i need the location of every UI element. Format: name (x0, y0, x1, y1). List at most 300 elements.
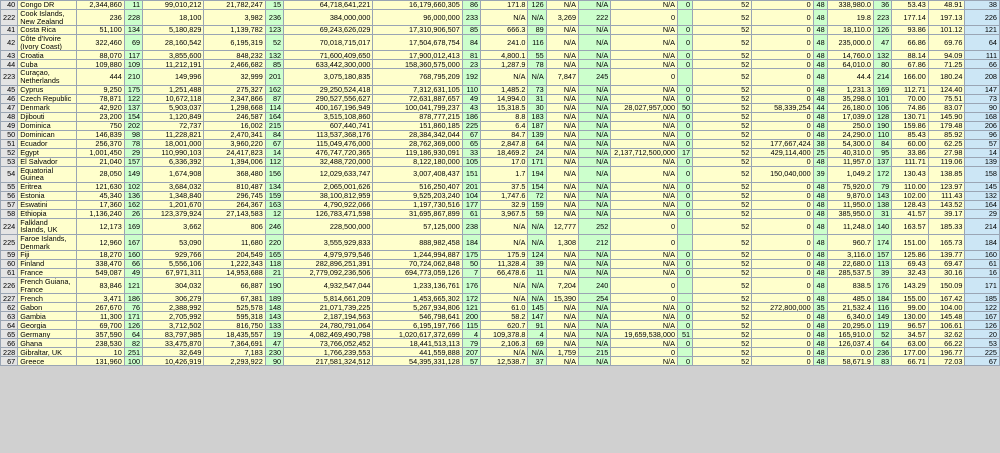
data-cell[interactable]: 48 (813, 260, 827, 269)
data-cell[interactable]: 90 (965, 103, 1000, 112)
data-cell[interactable]: 84 (265, 130, 283, 139)
data-cell[interactable]: 95 (873, 148, 891, 157)
data-cell[interactable]: N/A (579, 35, 611, 51)
data-cell[interactable]: 64 (873, 339, 891, 348)
data-cell[interactable]: 368,480 (204, 166, 265, 182)
data-cell[interactable]: 123 (265, 26, 283, 35)
data-cell[interactable]: 201 (462, 182, 480, 191)
data-cell[interactable]: 160 (124, 251, 142, 260)
data-cell[interactable]: 48 (813, 60, 827, 69)
data-cell[interactable]: 194 (528, 166, 546, 182)
data-cell[interactable]: 525,578 (204, 303, 265, 312)
data-cell[interactable]: 88.14 (892, 51, 929, 60)
data-cell[interactable]: 0 (752, 51, 813, 60)
data-cell[interactable]: 48 (813, 348, 827, 357)
data-cell[interactable]: 1,201,670 (143, 200, 204, 209)
data-cell[interactable]: 0 (678, 182, 693, 191)
data-cell[interactable]: 1,287.9 (481, 60, 528, 69)
data-cell[interactable]: 11 (528, 269, 546, 278)
data-cell[interactable]: 85 (265, 60, 283, 69)
data-cell[interactable]: 84.7 (481, 130, 528, 139)
data-cell[interactable]: 1,244,994,887 (373, 251, 462, 260)
data-cell[interactable]: 0 (752, 191, 813, 200)
data-cell[interactable]: N/A (579, 1, 611, 10)
data-cell[interactable]: 210 (124, 69, 142, 85)
data-cell[interactable]: 184 (873, 294, 891, 303)
data-cell[interactable]: 146,839 (77, 130, 124, 139)
data-cell[interactable]: 60.00 (892, 139, 929, 148)
data-cell[interactable]: 3,515,108,860 (284, 112, 373, 121)
data-cell[interactable]: 53.43 (892, 1, 929, 10)
data-cell[interactable]: N/A (579, 94, 611, 103)
data-cell[interactable]: 0 (752, 218, 813, 234)
data-cell[interactable]: 444 (77, 69, 124, 85)
data-cell[interactable]: 0 (678, 191, 693, 200)
data-cell[interactable]: 208 (965, 69, 1000, 85)
data-cell[interactable]: 72,631,887,657 (373, 94, 462, 103)
data-cell[interactable]: 78,871 (77, 94, 124, 103)
data-cell[interactable]: 1,136,240 (77, 209, 124, 218)
data-cell[interactable]: 29,250,524,418 (284, 85, 373, 94)
data-cell[interactable]: 0 (752, 209, 813, 218)
data-cell[interactable]: 143 (873, 191, 891, 200)
data-cell[interactable]: 61.0 (481, 303, 528, 312)
data-cell[interactable]: 11,228,821 (143, 130, 204, 139)
data-cell[interactable]: 246 (265, 218, 283, 234)
data-cell[interactable]: 165 (265, 251, 283, 260)
data-cell[interactable]: N/A (611, 303, 678, 312)
data-cell[interactable]: 25 (813, 148, 827, 157)
data-cell[interactable]: 245 (579, 69, 611, 85)
data-cell[interactable]: N/A (579, 157, 611, 166)
data-cell[interactable]: 12,777 (546, 218, 578, 234)
data-cell[interactable]: 48 (813, 182, 827, 191)
data-cell[interactable]: 52 (693, 94, 752, 103)
data-cell[interactable]: 3,007,408,437 (373, 166, 462, 182)
data-cell[interactable]: 105 (462, 157, 480, 166)
data-cell[interactable]: 48 (813, 130, 827, 139)
data-cell[interactable]: 12,029,633,747 (284, 166, 373, 182)
data-cell[interactable]: 34.57 (892, 330, 929, 339)
data-cell[interactable]: 2,106.3 (481, 339, 528, 348)
data-cell[interactable]: N/A (481, 218, 528, 234)
data-cell[interactable]: 5,267,934,806 (373, 303, 462, 312)
data-cell[interactable]: 44.4 (827, 69, 873, 85)
country-name-cell[interactable]: Gambia (18, 312, 77, 321)
data-cell[interactable]: 27.98 (928, 148, 965, 157)
data-cell[interactable]: 48.91 (928, 1, 965, 10)
data-cell[interactable]: 1,222,343 (204, 260, 265, 269)
data-cell[interactable]: 14,953,688 (204, 269, 265, 278)
data-cell[interactable]: 119 (873, 321, 891, 330)
data-cell[interactable]: N/A (611, 260, 678, 269)
data-cell[interactable]: 106.61 (928, 321, 965, 330)
data-cell[interactable]: N/A (546, 51, 578, 60)
data-cell[interactable]: 595,318 (204, 312, 265, 321)
data-cell[interactable]: 7,847 (546, 69, 578, 85)
data-cell[interactable]: 8.8 (481, 112, 528, 121)
data-cell[interactable]: 150,040,000 (752, 166, 813, 182)
data-cell[interactable]: 150.09 (928, 278, 965, 294)
data-cell[interactable]: 48 (813, 1, 827, 10)
data-cell[interactable]: 31 (528, 94, 546, 103)
data-cell[interactable]: N/A (611, 269, 678, 278)
data-cell[interactable]: 162 (265, 85, 283, 94)
data-cell[interactable]: 3,116.0 (827, 251, 873, 260)
data-cell[interactable]: 62.25 (928, 139, 965, 148)
data-cell[interactable]: 52 (693, 60, 752, 69)
data-cell[interactable]: 1,308 (546, 234, 578, 250)
data-cell[interactable]: 848,232 (204, 51, 265, 60)
data-cell[interactable]: 197.13 (928, 10, 965, 26)
data-cell[interactable]: 290,527,556,627 (284, 94, 373, 103)
data-cell[interactable]: 516,250,407 (373, 182, 462, 191)
data-cell[interactable]: 285,537.5 (827, 269, 873, 278)
data-cell[interactable]: 0 (752, 157, 813, 166)
data-cell[interactable]: 1,348,840 (143, 191, 204, 200)
data-cell[interactable]: 48 (813, 121, 827, 130)
data-cell[interactable]: 357,590 (77, 330, 124, 339)
country-name-cell[interactable]: French (18, 294, 77, 303)
data-cell[interactable]: 236 (265, 10, 283, 26)
data-cell[interactable]: 816,750 (204, 321, 265, 330)
data-cell[interactable]: 115 (462, 321, 480, 330)
data-cell[interactable] (678, 294, 693, 303)
data-cell[interactable]: 233 (462, 10, 480, 26)
data-cell[interactable]: 201 (265, 69, 283, 85)
data-cell[interactable]: N/A (611, 130, 678, 139)
data-cell[interactable]: N/A (481, 234, 528, 250)
data-cell[interactable]: 3,555,929,833 (284, 234, 373, 250)
data-cell[interactable]: 136 (124, 191, 142, 200)
data-cell[interactable]: N/A (579, 60, 611, 69)
data-cell[interactable]: N/A (528, 234, 546, 250)
data-cell[interactable]: 187 (528, 121, 546, 130)
data-cell[interactable]: N/A (611, 139, 678, 148)
data-cell[interactable]: 240 (579, 278, 611, 294)
data-cell[interactable]: 100,041,799,237 (373, 103, 462, 112)
data-cell[interactable]: 41.57 (892, 209, 929, 218)
data-cell[interactable]: 14,994.0 (481, 94, 528, 103)
data-cell[interactable]: 24,290.0 (827, 130, 873, 139)
data-cell[interactable]: 110 (873, 130, 891, 139)
data-cell[interactable]: 172 (873, 166, 891, 182)
data-cell[interactable]: N/A (579, 139, 611, 148)
data-cell[interactable]: 3,662 (143, 218, 204, 234)
data-cell[interactable]: 3,855,600 (143, 51, 204, 60)
data-cell[interactable] (678, 348, 693, 357)
data-cell[interactable]: 169 (124, 218, 142, 234)
data-cell[interactable]: 84 (462, 35, 480, 51)
country-name-cell[interactable]: Czech Republic (18, 94, 77, 103)
data-cell[interactable]: 0 (678, 26, 693, 35)
data-cell[interactable]: N/A (579, 148, 611, 157)
data-cell[interactable]: N/A (546, 260, 578, 269)
data-cell[interactable]: 200 (462, 312, 480, 321)
row-number-cell[interactable]: 53 (1, 157, 18, 166)
data-cell[interactable]: N/A (546, 121, 578, 130)
data-cell[interactable]: 148 (265, 303, 283, 312)
data-cell[interactable]: 0 (678, 209, 693, 218)
data-cell[interactable]: 7,364,691 (204, 339, 265, 348)
data-cell[interactable]: N/A (611, 191, 678, 200)
data-cell[interactable]: 159 (265, 191, 283, 200)
data-cell[interactable]: 48 (813, 294, 827, 303)
data-cell[interactable]: 256,370 (77, 139, 124, 148)
data-cell[interactable]: 0 (678, 112, 693, 121)
data-cell[interactable]: 112 (265, 157, 283, 166)
data-cell[interactable]: N/A (611, 200, 678, 209)
data-cell[interactable]: 85.43 (892, 130, 929, 139)
data-cell[interactable]: 1,120,849 (143, 112, 204, 121)
data-cell[interactable]: 1,231.3 (827, 85, 873, 94)
data-cell[interactable]: N/A (579, 330, 611, 339)
data-cell[interactable]: N/A (611, 94, 678, 103)
data-cell[interactable]: 131,960 (77, 357, 124, 366)
data-cell[interactable]: N/A (546, 303, 578, 312)
data-cell[interactable]: 66 (965, 60, 1000, 69)
data-cell[interactable]: 929,766 (143, 251, 204, 260)
data-cell[interactable]: 166.00 (892, 69, 929, 85)
data-cell[interactable]: 52 (693, 357, 752, 366)
data-cell[interactable]: 54,300.0 (827, 139, 873, 148)
data-cell[interactable]: 214 (873, 69, 891, 85)
data-cell[interactable]: 70.00 (892, 94, 929, 103)
data-cell[interactable]: 1,020,617,372,699 (373, 330, 462, 339)
data-cell[interactable]: N/A (579, 209, 611, 218)
data-cell[interactable]: 109,880 (77, 60, 124, 69)
data-cell[interactable]: 0 (752, 121, 813, 130)
data-cell[interactable]: 20,295.0 (827, 321, 873, 330)
data-cell[interactable]: 73,766,052,452 (284, 339, 373, 348)
data-cell[interactable]: 28,027,957,000 (611, 103, 678, 112)
data-cell[interactable]: N/A (611, 51, 678, 60)
data-cell[interactable]: 48 (813, 94, 827, 103)
data-cell[interactable]: 52 (693, 303, 752, 312)
data-cell[interactable]: 11,680 (204, 234, 265, 250)
row-number-cell[interactable]: 44 (1, 60, 18, 69)
data-cell[interactable]: 0 (678, 251, 693, 260)
data-cell[interactable]: 100 (124, 357, 142, 366)
data-cell[interactable]: 236 (873, 348, 891, 357)
data-cell[interactable]: 6,195,197,766 (373, 321, 462, 330)
data-cell[interactable]: 282,896,251,391 (284, 260, 373, 269)
data-cell[interactable]: 385,950.0 (827, 209, 873, 218)
data-cell[interactable]: 53,090 (143, 234, 204, 250)
data-cell[interactable]: 0 (611, 10, 678, 26)
data-cell[interactable]: 0 (611, 348, 678, 357)
data-cell[interactable]: 23,200 (77, 112, 124, 121)
data-cell[interactable]: 113 (873, 260, 891, 269)
data-cell[interactable]: 44 (813, 103, 827, 112)
data-cell[interactable]: 441,559,888 (373, 348, 462, 357)
data-cell[interactable]: 0 (678, 35, 693, 51)
data-cell[interactable]: 0 (752, 339, 813, 348)
data-cell[interactable]: 228 (124, 10, 142, 26)
data-cell[interactable]: 16,002 (204, 121, 265, 130)
data-cell[interactable]: 138.85 (928, 166, 965, 182)
data-cell[interactable]: 0 (611, 294, 678, 303)
data-cell[interactable]: 9,870.0 (827, 191, 873, 200)
data-cell[interactable]: 42,920 (77, 103, 124, 112)
row-number-cell[interactable]: 222 (1, 10, 18, 26)
data-cell[interactable]: 109,378.8 (481, 330, 528, 339)
data-cell[interactable]: 57 (965, 139, 1000, 148)
data-cell[interactable]: 384,000,000 (284, 10, 373, 26)
row-number-cell[interactable]: 57 (1, 200, 18, 209)
data-cell[interactable]: 0 (752, 10, 813, 26)
country-name-cell[interactable]: Ecuador (18, 139, 77, 148)
data-cell[interactable]: N/A (611, 157, 678, 166)
data-cell[interactable]: 214 (965, 218, 1000, 234)
country-name-cell[interactable]: Dominican (18, 130, 77, 139)
data-cell[interactable]: 0 (678, 166, 693, 182)
data-cell[interactable]: 52 (693, 26, 752, 35)
data-cell[interactable]: 16 (965, 269, 1000, 278)
data-cell[interactable]: 149,996 (143, 69, 204, 85)
data-cell[interactable]: 32,649 (143, 348, 204, 357)
data-cell[interactable]: 238,530 (77, 339, 124, 348)
data-cell[interactable]: 190 (265, 278, 283, 294)
data-cell[interactable]: 83 (873, 357, 891, 366)
data-cell[interactable]: 143.29 (892, 278, 929, 294)
data-cell[interactable]: 30.16 (928, 269, 965, 278)
data-cell[interactable]: N/A (546, 35, 578, 51)
country-name-cell[interactable]: Congo DR (18, 1, 77, 10)
data-cell[interactable]: 18,435,557 (204, 330, 265, 339)
data-cell[interactable]: 69,700 (77, 321, 124, 330)
data-cell[interactable]: 10,672,118 (143, 94, 204, 103)
data-cell[interactable]: 1.7 (481, 166, 528, 182)
data-cell[interactable]: N/A (579, 251, 611, 260)
data-cell[interactable]: N/A (546, 94, 578, 103)
data-cell[interactable]: 2,137,712,500,000 (611, 148, 678, 157)
data-cell[interactable]: 0 (752, 112, 813, 121)
data-cell[interactable]: 48 (813, 157, 827, 166)
data-cell[interactable]: 48 (813, 69, 827, 85)
country-name-cell[interactable]: Croatia (18, 51, 77, 60)
data-cell[interactable]: 0 (678, 260, 693, 269)
data-cell[interactable]: 130.00 (892, 312, 929, 321)
data-cell[interactable]: 3,684,032 (143, 182, 204, 191)
data-cell[interactable]: 117 (124, 51, 142, 60)
data-cell[interactable]: 2,470,341 (204, 130, 265, 139)
data-cell[interactable]: 123,379,924 (143, 209, 204, 218)
data-cell[interactable]: 184 (462, 234, 480, 250)
data-cell[interactable]: 167 (965, 312, 1000, 321)
data-cell[interactable]: 64 (965, 35, 1000, 51)
data-cell[interactable]: 143.52 (928, 200, 965, 209)
data-cell[interactable]: 21,040 (77, 157, 124, 166)
row-number-cell[interactable]: 62 (1, 303, 18, 312)
data-cell[interactable]: 1,453,665,302 (373, 294, 462, 303)
data-cell[interactable]: 126 (965, 321, 1000, 330)
data-cell[interactable]: 0 (752, 348, 813, 357)
data-cell[interactable]: 9,525,203,240 (373, 191, 462, 200)
data-cell[interactable]: 254 (579, 294, 611, 303)
row-number-cell[interactable]: 65 (1, 330, 18, 339)
data-cell[interactable]: 202 (124, 121, 142, 130)
data-cell[interactable]: 96 (965, 130, 1000, 139)
data-cell[interactable]: 48 (813, 357, 827, 366)
data-cell[interactable]: 167.42 (928, 294, 965, 303)
data-cell[interactable]: 167 (124, 234, 142, 250)
row-number-cell[interactable]: 58 (1, 209, 18, 218)
data-cell[interactable]: 28,384,342,044 (373, 130, 462, 139)
data-cell[interactable]: N/A (611, 121, 678, 130)
country-name-cell[interactable]: Gibraltar, UK (18, 348, 77, 357)
data-cell[interactable]: 235,000.0 (827, 35, 873, 51)
data-cell[interactable]: 180.24 (928, 69, 965, 85)
data-cell[interactable]: 67,381 (204, 294, 265, 303)
data-cell[interactable]: 0 (611, 69, 678, 85)
country-name-cell[interactable]: Djibouti (18, 112, 77, 121)
data-cell[interactable]: 91 (528, 321, 546, 330)
data-cell[interactable]: 241.0 (481, 35, 528, 51)
data-cell[interactable]: 304,032 (143, 278, 204, 294)
data-cell[interactable]: 275,327 (204, 85, 265, 94)
data-cell[interactable]: 109 (124, 60, 142, 69)
data-cell[interactable]: 64,718,641,221 (284, 1, 373, 10)
data-cell[interactable]: N/A (481, 294, 528, 303)
data-cell[interactable]: 66.71 (892, 357, 929, 366)
data-cell[interactable]: 171 (528, 157, 546, 166)
row-number-cell[interactable]: 224 (1, 218, 18, 234)
data-cell[interactable]: 48 (813, 26, 827, 35)
data-cell[interactable]: 5,556,106 (143, 260, 204, 269)
data-cell[interactable]: 838.5 (827, 278, 873, 294)
data-cell[interactable]: N/A (579, 51, 611, 60)
data-cell[interactable]: 128 (873, 112, 891, 121)
data-cell[interactable]: 185 (965, 294, 1000, 303)
data-cell[interactable]: 70,018,715,017 (284, 35, 373, 51)
data-cell[interactable]: 549,087 (77, 269, 124, 278)
data-cell[interactable]: 66.22 (928, 339, 965, 348)
data-cell[interactable]: 37.5 (481, 182, 528, 191)
data-cell[interactable]: 96.57 (892, 321, 929, 330)
data-cell[interactable]: 157 (873, 251, 891, 260)
data-cell[interactable]: 52 (693, 321, 752, 330)
data-cell[interactable]: 48 (813, 218, 827, 234)
data-cell[interactable]: 177.00 (892, 348, 929, 357)
data-cell[interactable]: 0 (752, 182, 813, 191)
data-cell[interactable]: 215 (265, 121, 283, 130)
data-cell[interactable]: 11,248.0 (827, 218, 873, 234)
data-cell[interactable]: N/A (579, 85, 611, 94)
data-cell[interactable]: 67 (462, 130, 480, 139)
data-cell[interactable]: 79 (873, 182, 891, 191)
data-cell[interactable]: N/A (611, 85, 678, 94)
data-cell[interactable]: 1,394,006 (204, 157, 265, 166)
data-cell[interactable]: N/A (611, 166, 678, 182)
data-cell[interactable]: 2,187,194,563 (284, 312, 373, 321)
data-cell[interactable]: 101.12 (928, 26, 965, 35)
data-cell[interactable]: 0 (678, 269, 693, 278)
data-cell[interactable]: 67 (965, 357, 1000, 366)
data-cell[interactable]: N/A (546, 330, 578, 339)
data-cell[interactable]: 33 (462, 148, 480, 157)
data-cell[interactable]: 52 (693, 294, 752, 303)
data-cell[interactable]: 1,747.6 (481, 191, 528, 200)
data-cell[interactable]: 177,667,424 (752, 139, 813, 148)
data-cell[interactable]: 48 (813, 112, 827, 121)
data-cell[interactable] (678, 218, 693, 234)
data-cell[interactable]: 4 (462, 330, 480, 339)
data-cell[interactable]: 38 (813, 139, 827, 148)
data-cell[interactable]: 67.86 (892, 60, 929, 69)
data-cell[interactable]: 83.07 (928, 103, 965, 112)
data-cell[interactable]: 52 (693, 182, 752, 191)
